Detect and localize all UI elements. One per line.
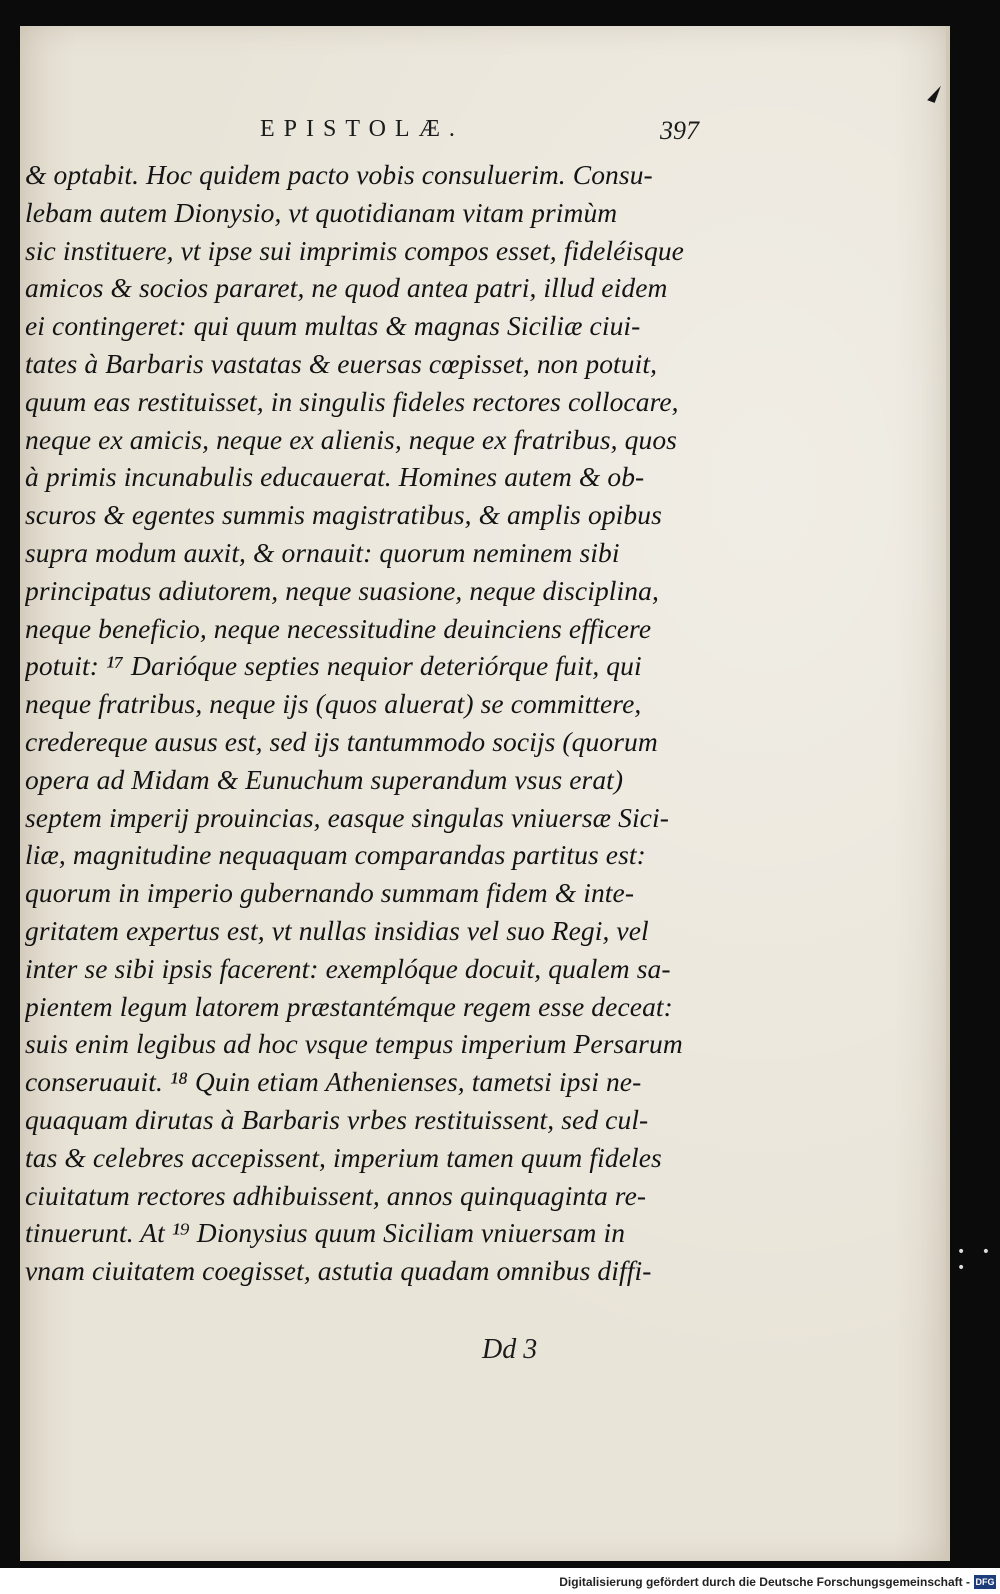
text-line: sic instituere, vt ipse sui imprimis compos esset, fideléisque [25, 234, 684, 266]
text-line: à primis incunabulis educauerat. Homines autem & ob- [25, 461, 645, 493]
text-line: principatus adiutorem, neque suasione, neque disciplina, [25, 574, 659, 606]
text-line: opera ad Midam & Eunuchum superandum vsus erat) [25, 763, 624, 795]
text-line: gritatem expertus est, vt nullas insidias vel suo Regi, vel [25, 914, 649, 946]
text-line: amicos & socios pararet, ne quod antea patri, illud eidem [25, 272, 668, 304]
page-edge [946, 26, 950, 1561]
catchword: Dd 3 [482, 1334, 538, 1365]
text-line: quum eas restituisset, in singulis fideles rectores collocare, [25, 385, 679, 417]
text-line: ciuitatum rectores adhibuissent, annos quinquaginta re- [25, 1179, 647, 1211]
text-line: septem imperij prouincias, easque singulas vniuersæ Sici- [25, 801, 669, 833]
text-line: tas & celebres accepissent, imperium tamen quum fideles [25, 1141, 662, 1173]
text-line: vnam ciuitatem coegisset, astutia quadam omnibus diffi- [25, 1255, 652, 1287]
text-line: inter se sibi ipsis facerent: exemplóque docuit, qualem sa- [25, 952, 671, 984]
text-line: neque fratribus, neque ijs (quos aluerat) se committere, [25, 688, 642, 720]
text-line: liæ, magnitudine nequaquam comparandas partitus est: [25, 839, 646, 871]
text-line: suis enim legibus ad hoc vsque tempus imperium Persarum [25, 1028, 683, 1060]
book-page [20, 26, 950, 1561]
text-line: tinuerunt. At ¹⁹ Dionysius quum Siciliam vniuersam in [25, 1217, 626, 1249]
text-block [25, 156, 715, 1290]
text-line: potuit: ¹⁷ Darióque septies nequior deteriórque fuit, qui [25, 650, 642, 682]
text-line: tates à Barbaris vastatas & euersas cœpisset, non potuit, [25, 347, 658, 379]
text-line: ei contingeret: qui quum multas & magnas Siciliæ ciui- [25, 310, 641, 342]
text-line: conseruauit. ¹⁸ Quin etiam Athenienses, tametsi ipsi ne- [25, 1066, 642, 1098]
text-line: supra modum auxit, & ornauit: quorum neminem sibi [25, 536, 620, 568]
page-number: 397 [660, 116, 699, 145]
footer-credit: Digitalisierung gefördert durch die Deutsche Forschungsgemeinschaft - [559, 1575, 970, 1589]
text-line: credereque ausus est, sed ijs tantummodo socijs (quorum [25, 725, 658, 757]
text-line: & optabit. Hoc quidem pacto vobis consuluerim. Consu- [25, 159, 653, 190]
footer-bar [0, 1568, 1000, 1594]
text-line: neque ex amicis, neque ex alienis, neque ex fratribus, quos [25, 423, 677, 455]
margin-dots: • • • [957, 1244, 996, 1276]
text-line: quorum in imperio gubernando summam fidem & inte- [25, 877, 635, 909]
text-line: pientem legum latorem præstantémque regem esse deceat: [25, 990, 673, 1022]
running-head: EPISTOLÆ. [260, 116, 464, 142]
corner-mark [927, 83, 941, 103]
text-line: scuros & egentes summis magistratibus, & amplis opibus [25, 499, 662, 531]
text-line: quaquam dirutas à Barbaris vrbes restituissent, sed cul- [25, 1103, 649, 1135]
text-line: lebam autem Dionysio, vt quotidianam vitam primùm [25, 196, 618, 228]
text-line: neque beneficio, neque necessitudine deuinciens efficere [25, 612, 652, 644]
dfg-logo-icon: DFG [975, 1577, 995, 1587]
